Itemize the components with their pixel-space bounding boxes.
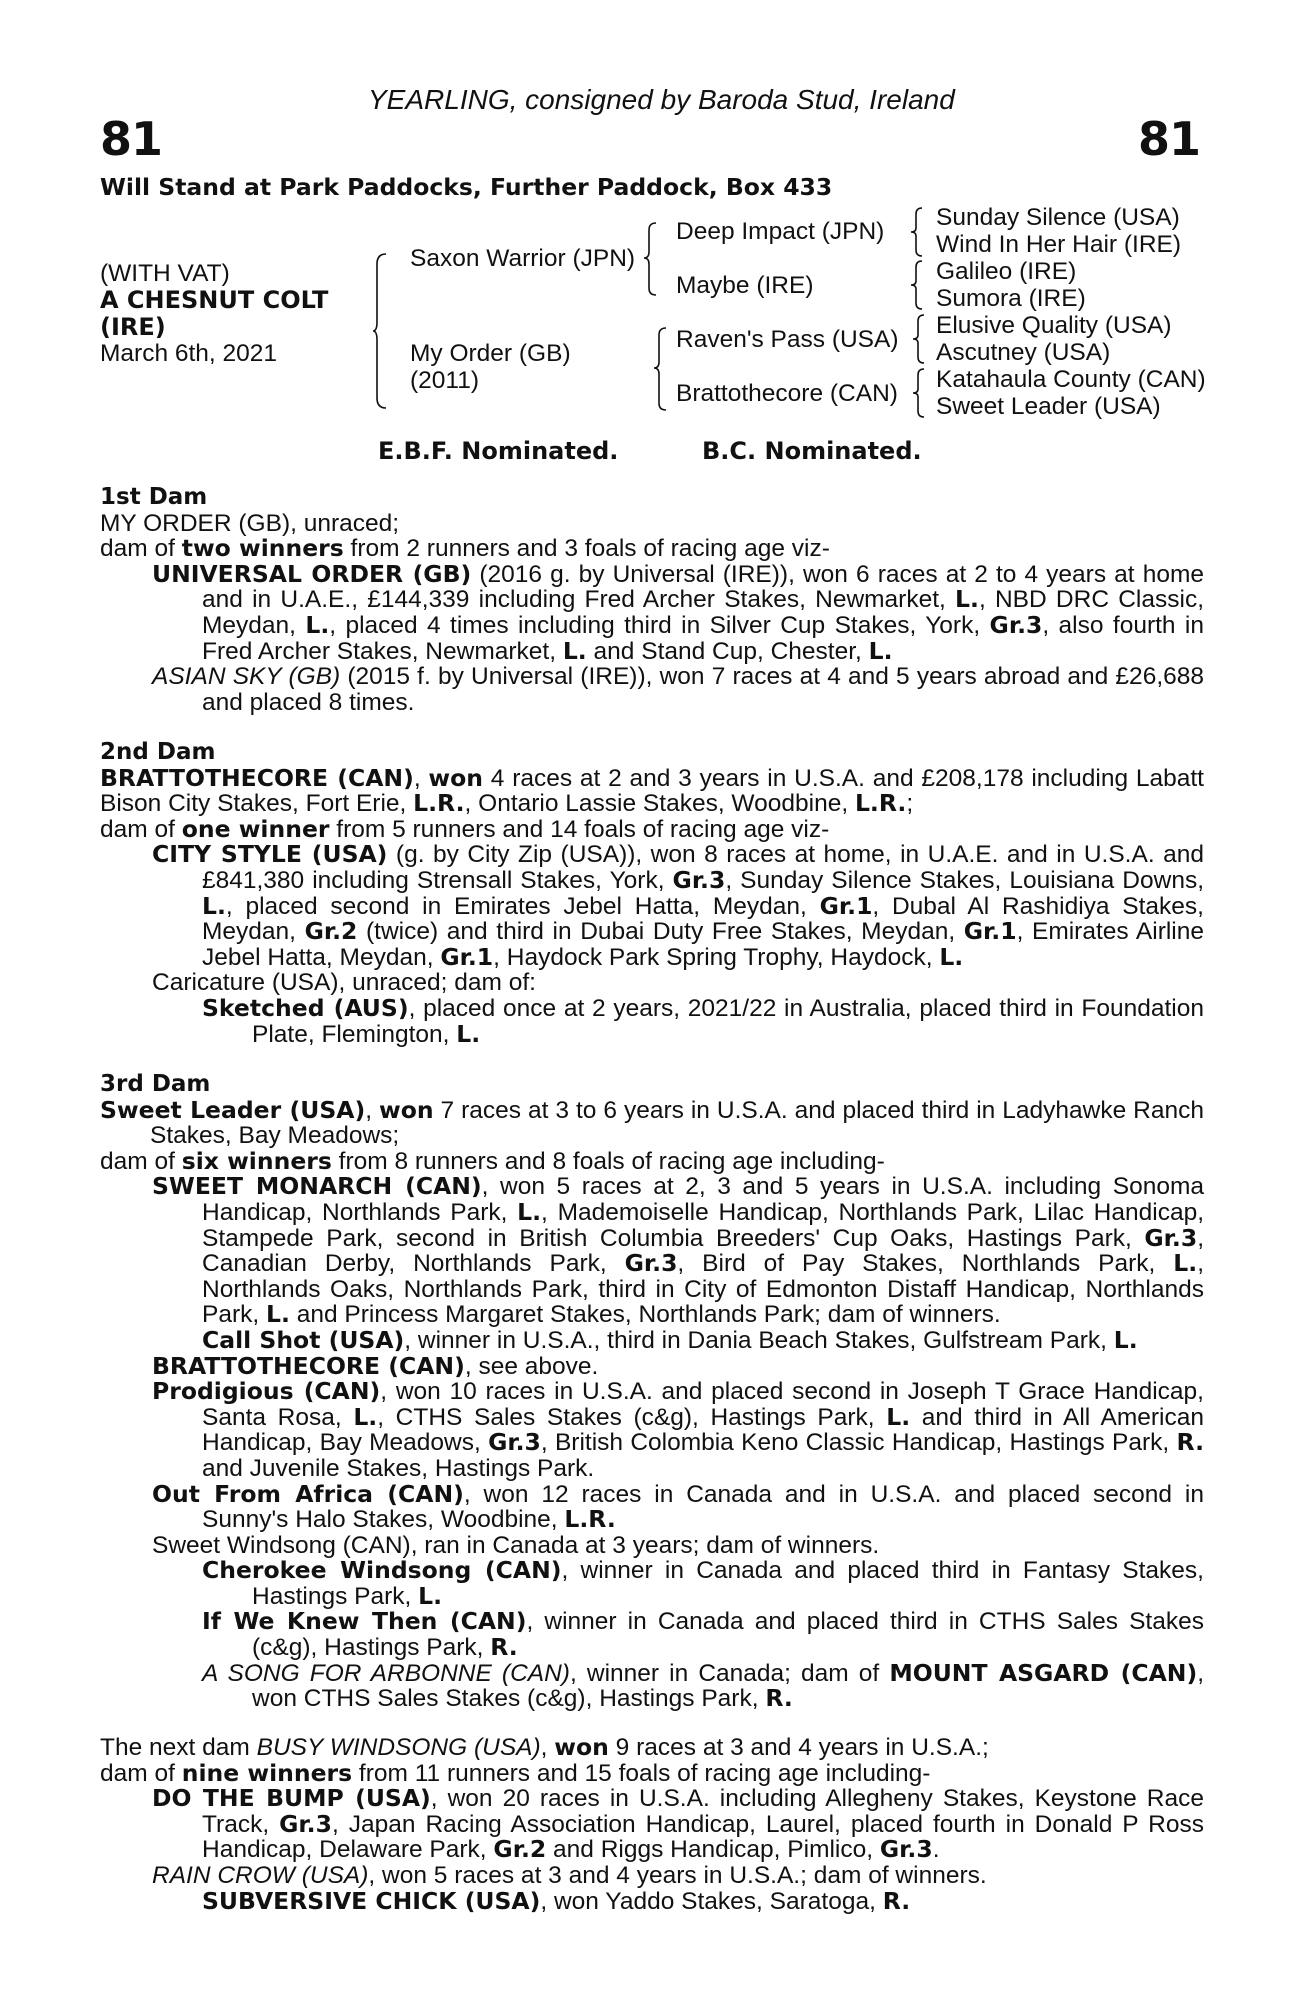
- produce-rain-crow: RAIN CROW (USA), won 5 races at 3 and 4 years in U.S.A.; dam of winners.: [152, 1861, 987, 1889]
- gs-wind-in-her-hair: Wind In Her Hair (IRE): [936, 231, 1182, 258]
- pedigree-bracket-sire: [642, 222, 658, 298]
- dam-name: My Order (GB): [410, 340, 571, 367]
- foaling-date: March 6th, 2021: [100, 340, 278, 367]
- next-dam-record: The next dam BUSY WINDSONG (USA), won 9 races at 3 and 4 years in U.S.A.;: [100, 1733, 989, 1761]
- vat-label: (WITH VAT): [100, 260, 230, 287]
- gs-sweet-leader: Sweet Leader (USA): [936, 393, 1161, 420]
- produce-sweet-windsong: Sweet Windsong (CAN), ran in Canada at 3 years; dam of winners.: [152, 1531, 880, 1559]
- first-dam-heading: 1st Dam: [100, 484, 208, 510]
- pedigree-bracket-ss: [910, 206, 924, 258]
- second-dam-heading: 2nd Dam: [100, 739, 216, 765]
- next-dam-section: [100, 1735, 1204, 1914]
- bc-nominated: B.C. Nominated.: [702, 437, 922, 465]
- produce-cherokee-windsong: Cherokee Windsong (CAN), winner in Canada and placed third in Fantasy Stakes, Hastings Park, L.: [202, 1556, 1204, 1610]
- pedigree-bracket-dam: [652, 327, 668, 413]
- produce-if-we-knew-then: If We Knew Then (CAN), winner in Canada and placed third in CTHS Sales Stakes (c&g), Hastings Park, R.: [202, 1607, 1204, 1662]
- gs-elusive-quality: Elusive Quality (USA): [936, 312, 1172, 339]
- sire-name: Saxon Warrior (JPN): [410, 245, 636, 272]
- lot-number-right: 81: [1138, 112, 1201, 166]
- gs-katahaula-county: Katahaula County (CAN): [936, 366, 1206, 393]
- horse-name: A CHESNUT COLT: [100, 286, 329, 314]
- pedigree-bracket-1: [372, 252, 388, 410]
- second-dam-record: BRATTOTHECORE (CAN), won 4 races at 2 and 3 years in U.S.A. and £208,178 including Labatt Bison City Stakes, Fort Erie, L.R., Ontario Lassie Stakes, Woodbine, L.R.;: [100, 763, 1204, 818]
- consignment-line: YEARLING, consigned by Baroda Stud, Ireland: [368, 84, 955, 115]
- produce-prodigious: Prodigious (CAN), won 10 races in U.S.A. and placed second in Joseph T Grace Handicap, Santa Rosa, L., CTHS Sales Stakes (c&g), Hastings Park, L. and third in All American Handicap, Bay Meadows, Gr.3, British Colombia Keno Classic Handicap, Hastings Park, R. and Juvenile Stakes, Hastings Park.: [152, 1377, 1204, 1482]
- third-dam-section: [100, 1072, 1204, 1712]
- produce-call-shot: Call Shot (USA), winner in U.S.A., third in Dania Beach Stakes, Gulfstream Park, L.: [202, 1325, 1138, 1354]
- second-dam-section: [100, 740, 1204, 1047]
- third-dam-record: Sweet Leader (USA), won 7 races at 3 to 6 years in U.S.A. and placed third in Ladyhawke Ranch Stakes, Bay Meadows;: [100, 1095, 1204, 1150]
- third-dam-heading: 3rd Dam: [100, 1071, 211, 1097]
- produce-out-from-africa: Out From Africa (CAN), won 12 races in Canada and in U.S.A. and placed second in Sunny's Halo Stakes, Woodbine, L.R.: [152, 1479, 1204, 1534]
- gs-ascutney: Ascutney (USA): [936, 339, 1111, 366]
- produce-city-style: CITY STYLE (USA) (g. by City Zip (USA)), won 8 races at home, in U.A.E. and in U.S.A. and £841,380 including Strensall Stakes, York, Gr.3, Sunday Silence Stakes, Louisiana Downs, L., placed second in Emirates Jebel Hatta, Meydan, Gr.1, Dubal Al Rashidiya Stakes, Meydan, Gr.2 (twice) and third in Dubai Duty Free Stakes, Meydan, Gr.1, Emirates Airline Jebel Hatta, Meydan, Gr.1, Haydock Park Spring Trophy, Haydock, L.: [152, 840, 1204, 971]
- pedigree-bracket-ds: [912, 313, 926, 365]
- dam-sire: Raven's Pass (USA): [676, 326, 899, 353]
- gs-sumora: Sumora (IRE): [936, 285, 1086, 312]
- third-dam-produce-summary: dam of six winners from 8 runners and 8 foals of racing age including-: [100, 1146, 885, 1175]
- gs-sunday-silence: Sunday Silence (USA): [936, 204, 1180, 231]
- lot-number-left: 81: [100, 112, 163, 166]
- gs-galileo: Galileo (IRE): [936, 258, 1077, 285]
- first-dam-line: MY ORDER (GB), unraced;: [100, 509, 400, 537]
- produce-a-song-for-arbonne: A SONG FOR ARBONNE (CAN), winner in Canada; dam of MOUNT ASGARD (CAN), won CTHS Sales Stakes (c&g), Hastings Park, R.: [202, 1658, 1204, 1713]
- ebf-nominated: E.B.F. Nominated.: [378, 437, 619, 465]
- produce-caricature: Caricature (USA), unraced; dam of:: [152, 969, 536, 997]
- produce-do-the-bump: DO THE BUMP (USA), won 20 races in U.S.A. including Allegheny Stakes, Keystone Race Track, Gr.3, Japan Racing Association Handicap, Laurel, placed fourth in Donald P Ross Handicap, Delaware Park, Gr.2 and Riggs Handicap, Pimlico, Gr.3.: [152, 1784, 1204, 1864]
- stand-location: Will Stand at Park Paddocks, Further Paddock, Box 433: [100, 173, 833, 201]
- dam-year: (2011): [410, 367, 480, 394]
- horse-name-country: (IRE): [100, 313, 166, 341]
- sire-sire: Deep Impact (JPN): [676, 218, 885, 245]
- produce-brattothecore: BRATTOTHECORE (CAN), see above.: [152, 1351, 599, 1380]
- pedigree-bracket-sd: [910, 259, 924, 311]
- second-dam-produce-summary: dam of one winner from 5 runners and 14 foals of racing age viz-: [100, 814, 830, 843]
- first-dam-produce-summary: dam of two winners from 2 runners and 3 foals of racing age viz-: [100, 534, 830, 563]
- produce-sweet-monarch: SWEET MONARCH (CAN), won 5 races at 2, 3 and 5 years in U.S.A. including Sonoma Handicap, Northlands Park, L., Mademoiselle Handicap, Northlands Park, Lilac Handicap, Stampede Park, second in British Columbia Breeders' Cup Oaks, Hastings Park, Gr.3, Canadian Derby, Northlands Park, Gr.3, Bird of Pay Stakes, Northlands Park, L., Northlands Oaks, Northlands Park, third in City of Edmonton Distaff Handicap, Northlands Park, L. and Princess Margaret Stakes, Northlands Park; dam of winners.: [152, 1172, 1205, 1329]
- produce-sketched: Sketched (AUS), placed once at 2 years, 2021/22 in Australia, placed third in Foundation Plate, Flemington, L.: [202, 993, 1204, 1048]
- sire-dam: Maybe (IRE): [676, 272, 814, 299]
- dam-dam: Brattothecore (CAN): [676, 380, 898, 407]
- produce-subversive-chick: SUBVERSIVE CHICK (USA), won Yaddo Stakes, Saratoga, R.: [202, 1886, 911, 1915]
- pedigree-bracket-dd: [912, 367, 926, 419]
- produce-universal-order: UNIVERSAL ORDER (GB) (2016 g. by Universal (IRE)), won 6 races at 2 to 4 years at home and in U.A.E., £144,339 including Fred Archer Stakes, Newmarket, L., NBD DRC Classic, Meydan, L., placed 4 times including third in Silver Cup Stakes, York, Gr.3, also fourth in Fred Archer Stakes, Newmarket, L. and Stand Cup, Chester, L.: [152, 559, 1204, 665]
- next-dam-produce-summary: dam of nine winners from 11 runners and 15 foals of racing age including-: [100, 1758, 931, 1787]
- produce-asian-sky: ASIAN SKY (GB) (2015 f. by Universal (IRE)), won 7 races at 4 and 5 years abroad and £26,688 and placed 8 times.: [152, 663, 1204, 716]
- first-dam-section: [100, 485, 1204, 715]
